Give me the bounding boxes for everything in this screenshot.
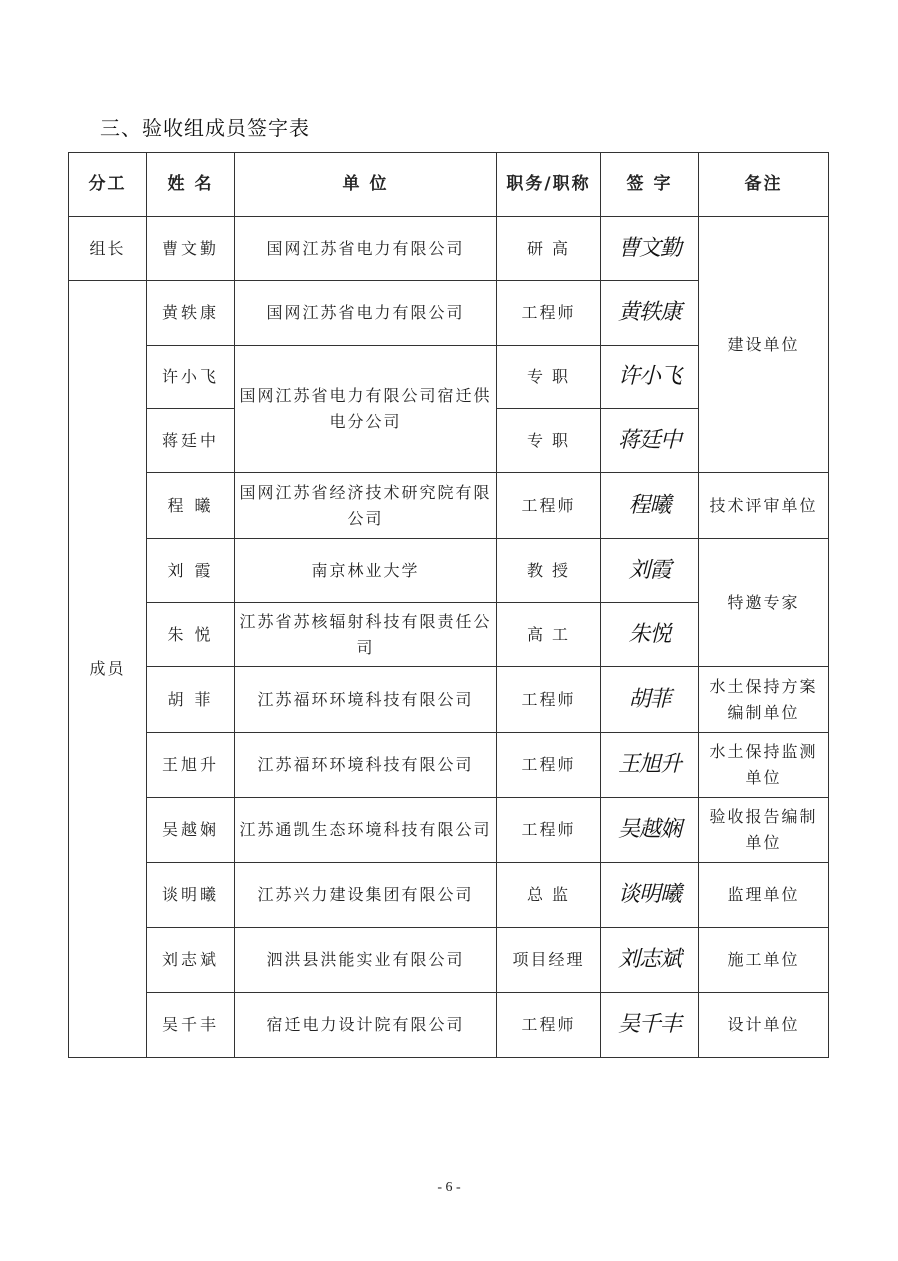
name-cell: 许小飞 (147, 346, 235, 409)
title-cell: 工程师 (497, 281, 601, 346)
title-cell: 总 监 (497, 863, 601, 928)
signature-cell: 吴越娴 (601, 798, 699, 863)
unit-cell: 江苏福环环境科技有限公司 (235, 733, 497, 798)
name-cell: 曹文勤 (147, 217, 235, 281)
header-signature: 签 字 (601, 153, 699, 217)
header-row (69, 153, 829, 217)
signature-cell: 蒋廷中 (601, 409, 699, 473)
header-note: 备注 (699, 153, 829, 217)
table-row (69, 993, 829, 1058)
signature-cell: 刘志斌 (601, 928, 699, 993)
name-cell: 王旭升 (147, 733, 235, 798)
name-cell: 蒋廷中 (147, 409, 235, 473)
signature-cell: 刘霞 (601, 539, 699, 603)
unit-cell: 南京林业大学 (235, 539, 497, 603)
name-cell: 刘志斌 (147, 928, 235, 993)
name-cell: 程 曦 (147, 473, 235, 539)
title-cell: 高 工 (497, 603, 601, 667)
signature-cell: 谈明曦 (601, 863, 699, 928)
title-cell: 工程师 (497, 733, 601, 798)
role-cell: 组长 (69, 217, 147, 281)
name-cell: 朱 悦 (147, 603, 235, 667)
table-row (69, 863, 829, 928)
signature-cell: 朱悦 (601, 603, 699, 667)
unit-cell: 江苏福环环境科技有限公司 (235, 667, 497, 733)
header-unit: 单 位 (235, 153, 497, 217)
note-cell: 技术评审单位 (699, 473, 829, 539)
name-cell: 吴千丰 (147, 993, 235, 1058)
unit-cell: 江苏兴力建设集团有限公司 (235, 863, 497, 928)
table-row (69, 667, 829, 733)
signature-cell: 许小飞 (601, 346, 699, 409)
unit-cell: 宿迁电力设计院有限公司 (235, 993, 497, 1058)
signature-cell: 曹文勤 (601, 217, 699, 281)
note-cell: 水土保持监测单位 (699, 733, 829, 798)
signature-cell: 吴千丰 (601, 993, 699, 1058)
title-cell: 工程师 (497, 993, 601, 1058)
signature-cell: 黄轶康 (601, 281, 699, 346)
page-number: - 6 - (437, 1180, 461, 1195)
role-cell: 成员 (69, 281, 147, 1058)
title-cell: 工程师 (497, 473, 601, 539)
name-cell: 胡 菲 (147, 667, 235, 733)
note-cell: 建设单位 (699, 217, 829, 473)
title-cell: 教 授 (497, 539, 601, 603)
note-cell: 设计单位 (699, 993, 829, 1058)
name-cell: 黄轶康 (147, 281, 235, 346)
title-cell: 研 高 (497, 217, 601, 281)
note-cell: 监理单位 (699, 863, 829, 928)
title-cell: 项目经理 (497, 928, 601, 993)
name-cell: 刘 霞 (147, 539, 235, 603)
signature-table (68, 152, 829, 1058)
signature-cell: 程曦 (601, 473, 699, 539)
table-row (69, 473, 829, 539)
note-cell: 验收报告编制单位 (699, 798, 829, 863)
table-row (69, 733, 829, 798)
title-cell: 专 职 (497, 409, 601, 473)
table-row (69, 928, 829, 993)
unit-cell: 泗洪县洪能实业有限公司 (235, 928, 497, 993)
header-role: 分工 (69, 153, 147, 217)
title-cell: 工程师 (497, 798, 601, 863)
note-cell: 水土保持方案编制单位 (699, 667, 829, 733)
title-cell: 工程师 (497, 667, 601, 733)
header-title: 职务/职称 (497, 153, 601, 217)
name-cell: 谈明曦 (147, 863, 235, 928)
unit-cell: 国网江苏省经济技术研究院有限公司 (235, 473, 497, 539)
table-row (69, 798, 829, 863)
note-cell: 施工单位 (699, 928, 829, 993)
table-row (69, 539, 829, 603)
unit-cell: 国网江苏省电力有限公司 (235, 281, 497, 346)
table-row (69, 217, 829, 281)
unit-cell: 国网江苏省电力有限公司宿迁供电分公司 (235, 346, 497, 473)
unit-cell: 江苏省苏核辐射科技有限责任公司 (235, 603, 497, 667)
note-cell: 特邀专家 (699, 539, 829, 667)
unit-cell: 江苏通凯生态环境科技有限公司 (235, 798, 497, 863)
header-name: 姓 名 (147, 153, 235, 217)
signature-cell: 胡菲 (601, 667, 699, 733)
page-title: 三、验收组成员签字表 (100, 116, 310, 140)
signature-cell: 王旭升 (601, 733, 699, 798)
name-cell: 吴越娴 (147, 798, 235, 863)
unit-cell: 国网江苏省电力有限公司 (235, 217, 497, 281)
title-cell: 专 职 (497, 346, 601, 409)
